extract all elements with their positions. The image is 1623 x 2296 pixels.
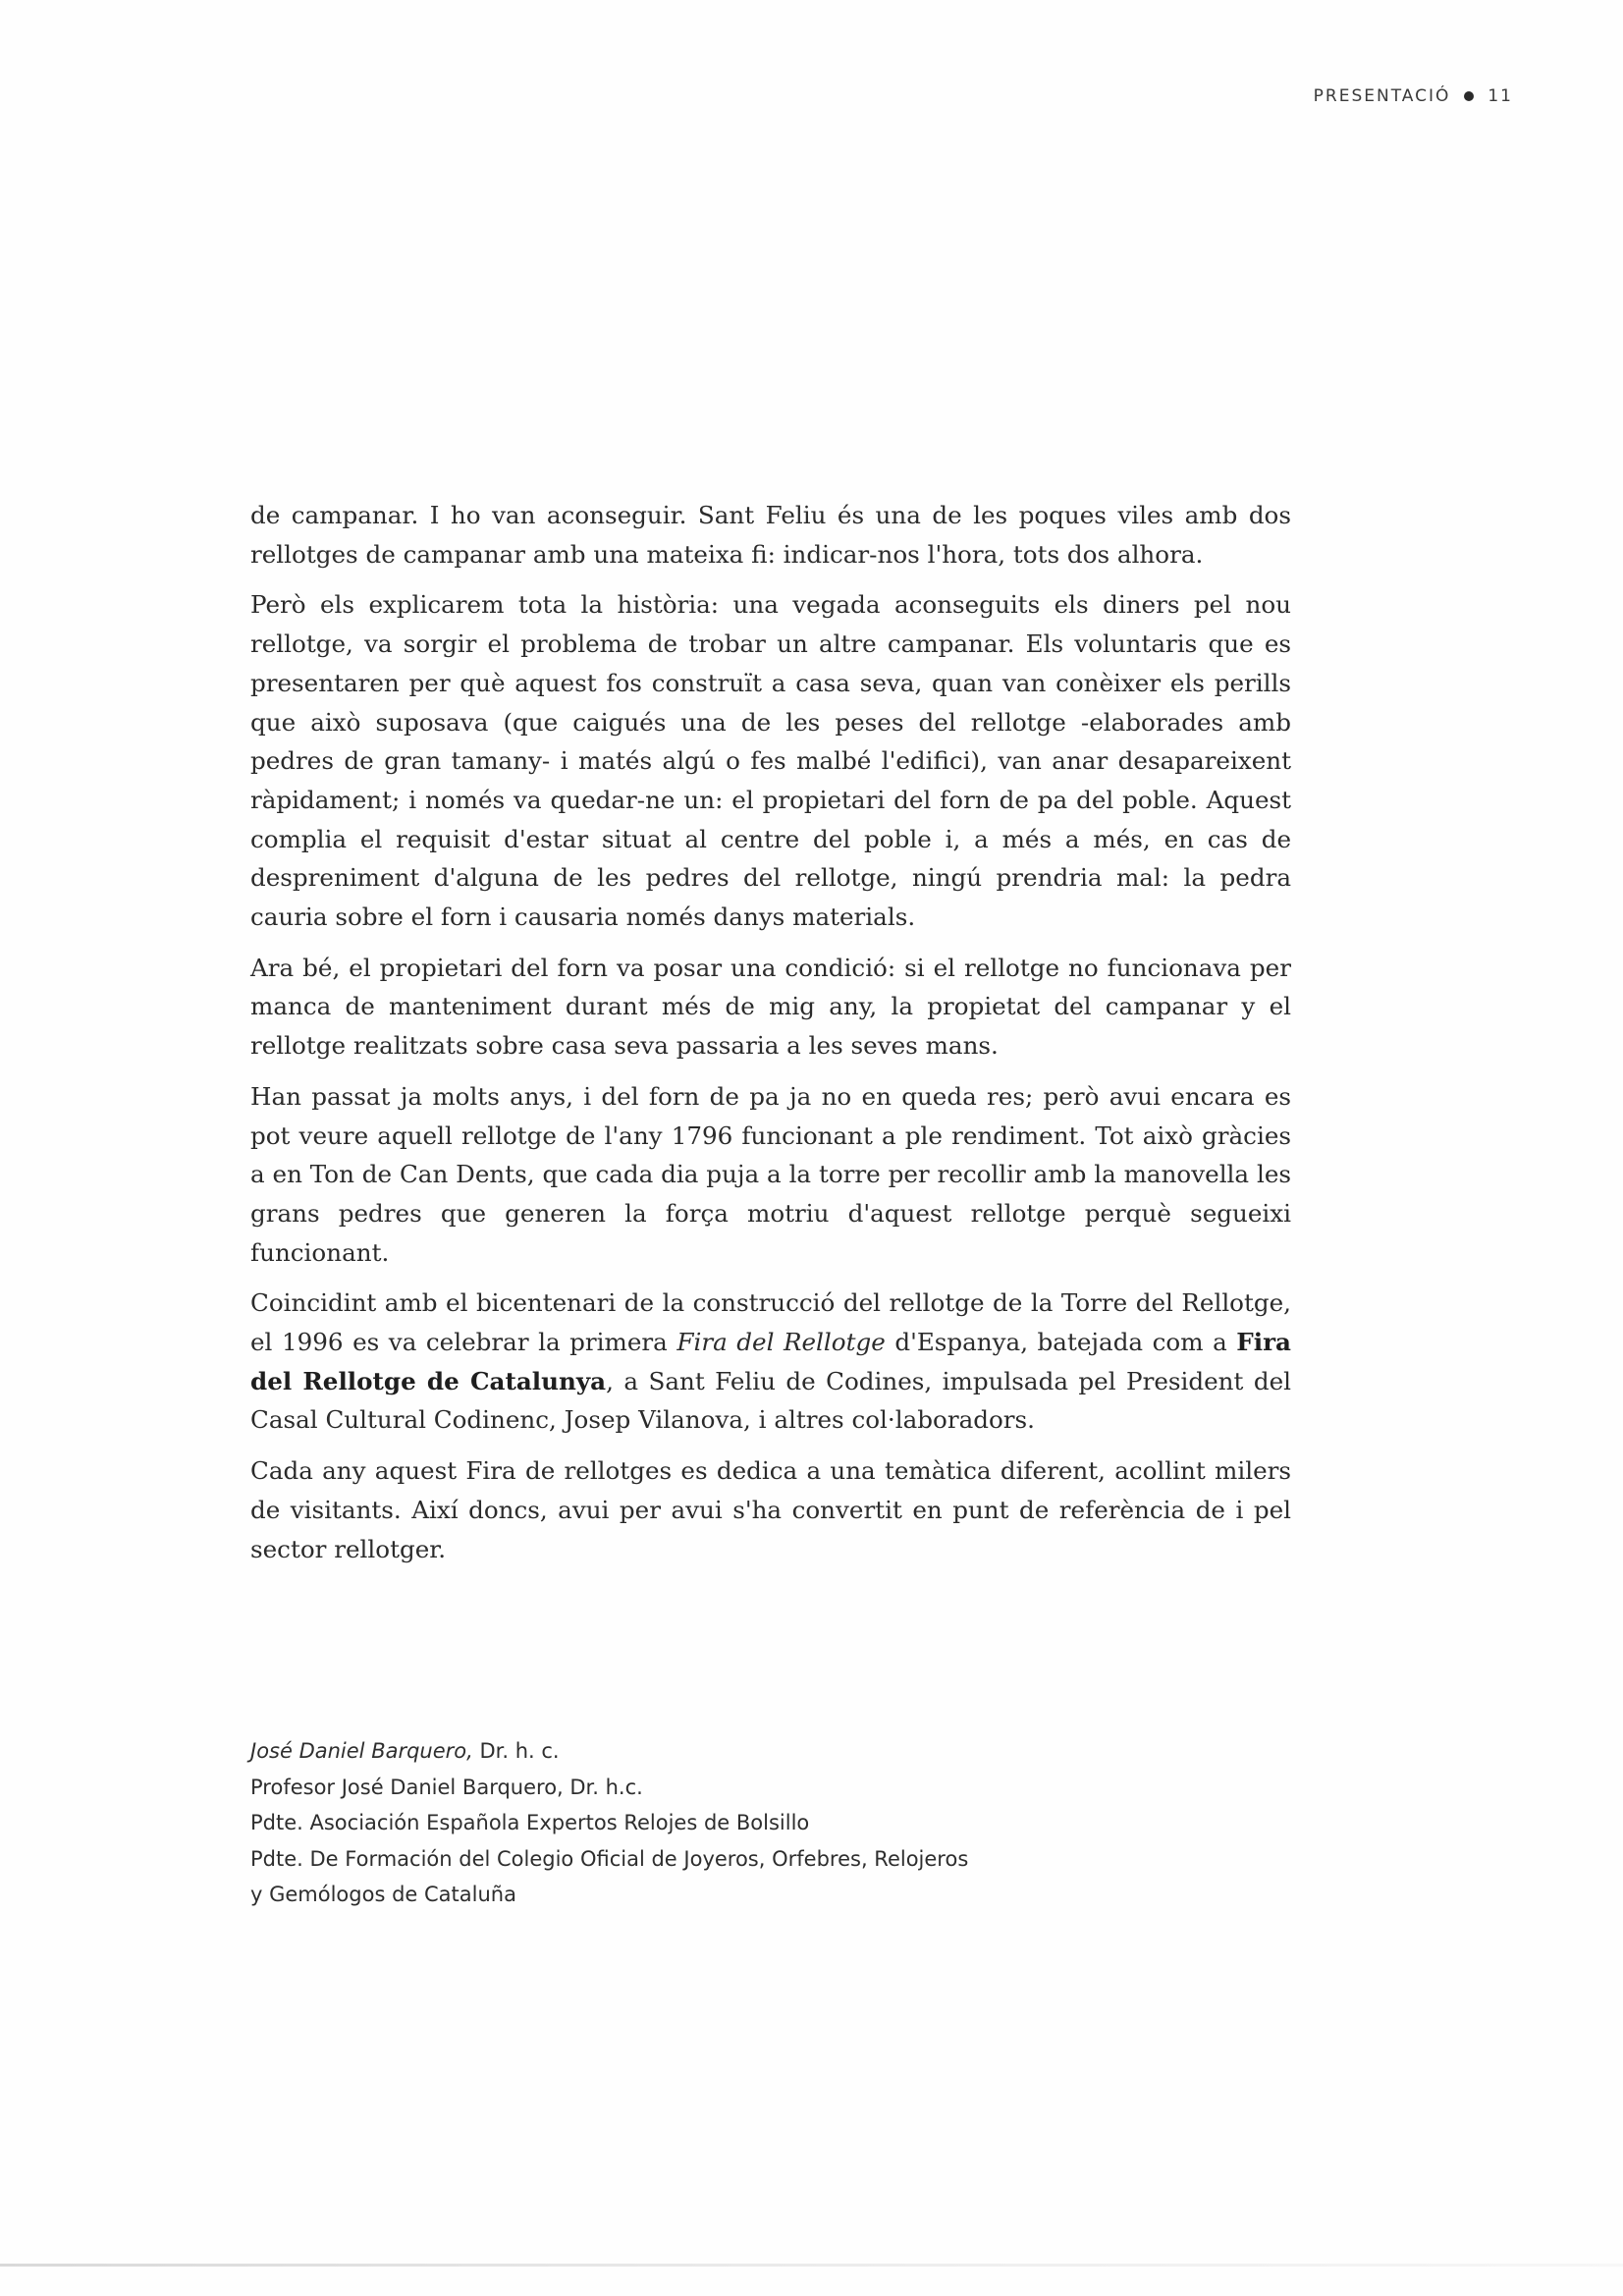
paragraph-3: Ara bé, el propietari del forn va posar una condició: si el rellotge no funcionava per manca de manteniment durant més de mig any, la propietat del campanar y el rellotge realitzats sobre casa seva passaria a les seves mans. (250, 953, 1291, 1061)
signature-line-3: Pdte. Asociación Española Expertos Relojes de Bolsillo (250, 1811, 810, 1834)
paragraph-4: Han passat ja molts anys, i del forn de pa ja no en queda res; però avui encara es pot veure aquell rellotge de l'any 1796 funcionant a ple rendiment. Tot això gràcies a en Ton de Can Dents, que cada dia puja a la torre per recollir amb la manovella les grans pedres que generen la força motriu d'aquest rellotge perquè segueixi funcionant. (250, 1081, 1291, 1267)
bullet-dot-icon (1464, 91, 1474, 101)
signature-line-4: Pdte. De Formación del Colegio Oficial de Joyeros, Orfebres, Relojeros (250, 1846, 969, 1871)
author-title: Dr. h. c. (472, 1739, 560, 1763)
paragraph-1: de campanar. I ho van aconseguir. Sant Feliu és una de les poques viles amb dos rellotges de campanar amb una mateixa fi: indicar-nos l'hora, tots dos alhora. (250, 501, 1291, 569)
author-name: José Daniel Barquero, (250, 1739, 473, 1763)
signature-line-1 (250, 1733, 1134, 1770)
paragraph-5-text-b: d'Espanya, batejada com a (885, 1328, 1237, 1357)
fair-name-italic: Fira del Rellotge (676, 1328, 886, 1357)
signature-block (250, 1733, 1134, 1913)
section-title: PRESENTACIÓ (1313, 86, 1451, 106)
paragraph-5-text-c: , a Sant Feliu de Codines, impulsada pel President del Casal Cultural Codinenc, Josep Vilanova, i altres col·laboradors. (250, 1366, 1291, 1435)
body-text (250, 496, 1291, 1580)
fair-name-bold: Fira del Rellotge de Catalunya (250, 1328, 1291, 1395)
paragraph-2: Però els explicarem tota la història: una vegada aconseguits els diners pel nou rellotge, va sorgir el problema de trobar un altre campanar. Els voluntaris que es presentaren per què aquest fos construït a casa seva, quan van conèixer els perills que això suposava (que caigués una de les peses del rellotge -elaborades amb pedres de gran tamany- i matés algú o fes malbé l'edifici), van anar desapareixent ràpidament; i només va quedar-ne un: el propietari del forn de pa del poble. Aquest complia el requisit d'estar situat al centre del poble i, a més a més, en cas de despreniment d'alguna de les pedres del rellotge, ningú prendria mal: la pedra cauria sobre el forn i causaria només danys materials. (250, 590, 1291, 932)
paragraph-6: Cada any aquest Fira de rellotges es dedica a una temàtica diferent, acollint milers de visitants. Així doncs, avui per avui s'ha convertit en punt de referència de i pel sector rellotger. (250, 1456, 1291, 1563)
paragraph-5 (250, 1284, 1291, 1440)
page-number: 11 (1488, 86, 1513, 106)
signature-line-2: Profesor José Daniel Barquero, Dr. h.c. (250, 1775, 643, 1799)
running-header (1314, 86, 1513, 106)
signature-line-5: y Gemólogos de Cataluña (250, 1883, 516, 1906)
page-bottom-edge (0, 2264, 1623, 2267)
paragraph-5-text-a: Coincidint amb el bicentenari de la construcció del rellotge de la Torre del Rellotge, el 1996 es va celebrar la primera (250, 1288, 1291, 1357)
